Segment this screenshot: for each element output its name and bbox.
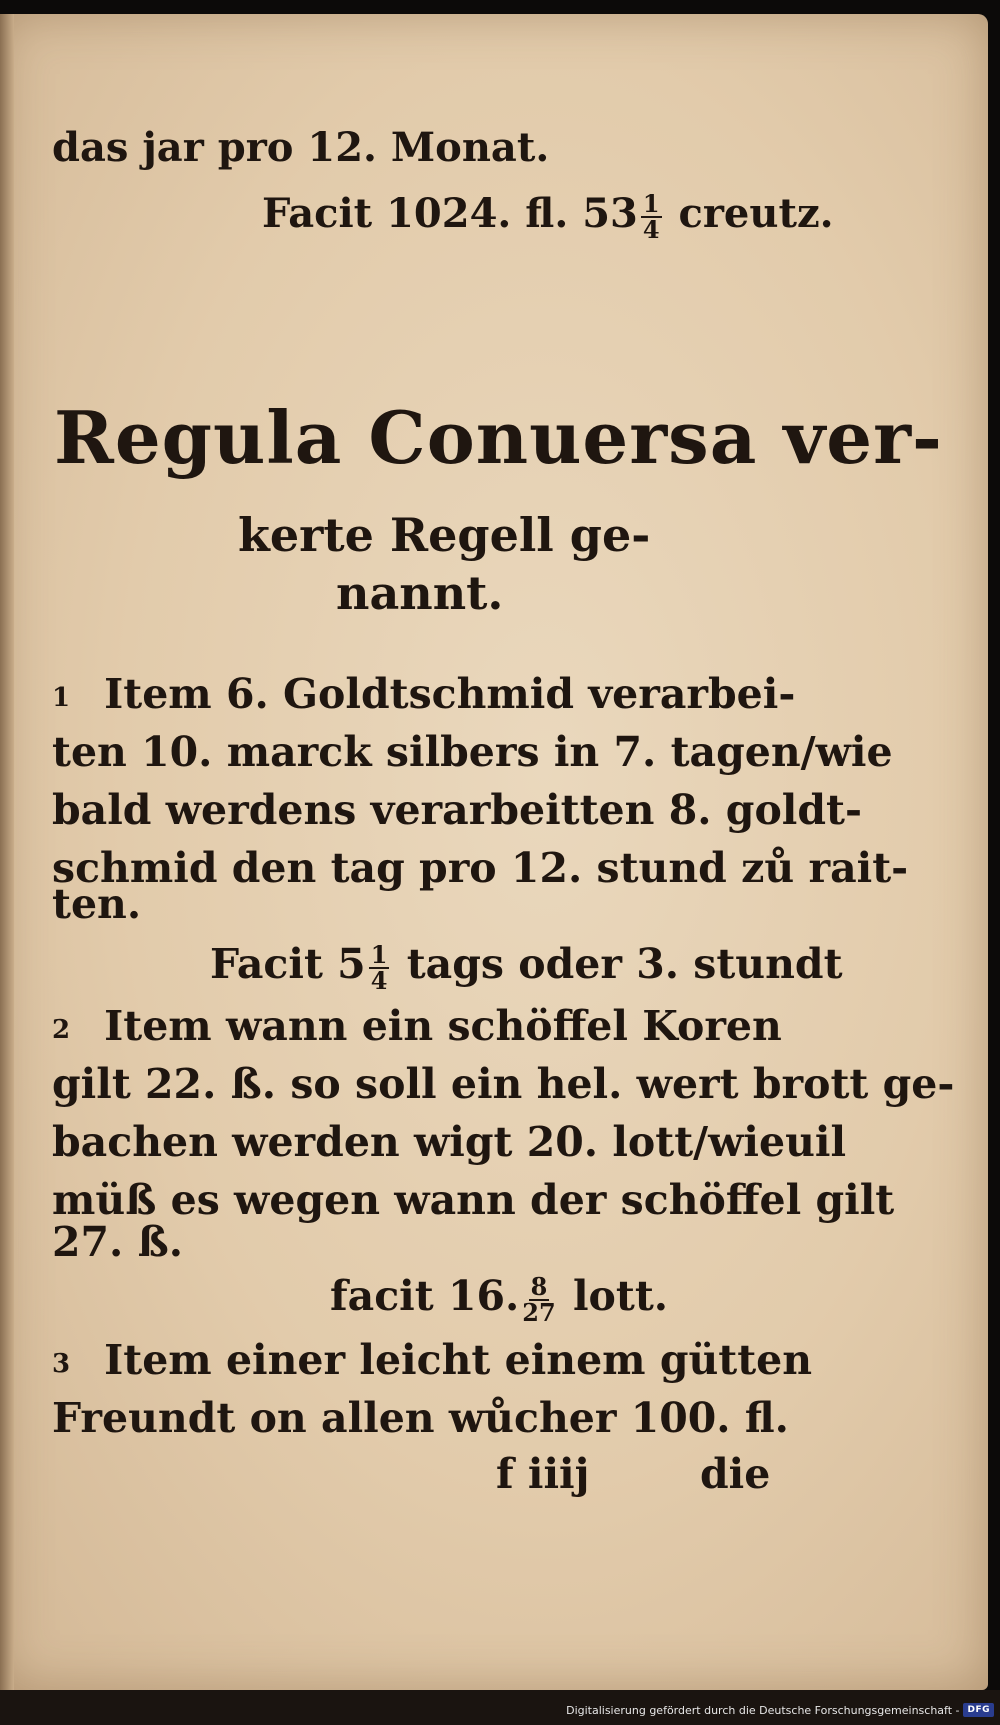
facit-text: Facit 1024. fl. 53 xyxy=(262,190,638,237)
item-2-line-1 xyxy=(52,1002,782,1050)
dfg-logo: DFG xyxy=(963,1703,994,1717)
item-text: Item einer leicht einem gütten xyxy=(104,1336,813,1384)
catchword: die xyxy=(700,1450,771,1498)
item-1-line-5: ten. xyxy=(52,880,142,928)
facit-unit: creutz. xyxy=(678,190,834,237)
item-2-facit xyxy=(330,1272,668,1325)
fraction-numerator: 8 xyxy=(530,1271,548,1301)
page-edge xyxy=(0,14,14,1690)
fraction-numerator: 1 xyxy=(370,939,388,969)
digitization-footer xyxy=(566,1703,994,1717)
item-2-line-2: gilt 22. ß. so soll ein hel. wert brott ge- xyxy=(52,1060,955,1108)
result-line-facit xyxy=(262,190,834,242)
item-number: 3 xyxy=(52,1348,71,1379)
fraction xyxy=(641,189,662,244)
fraction xyxy=(369,939,390,995)
item-number: 1 xyxy=(52,682,71,713)
item-1-facit xyxy=(210,940,843,993)
item-2-line-4: müß es wegen wann der schöffel gilt xyxy=(52,1176,895,1224)
item-number: 2 xyxy=(52,1014,71,1045)
fraction-denominator: 4 xyxy=(370,965,388,995)
fraction xyxy=(522,1271,556,1327)
item-3-line-2: Freundt on allen wůcher 100. fl. xyxy=(52,1394,789,1442)
item-1-line-3: bald werdens verarbeitten 8. goldt- xyxy=(52,786,862,834)
item-1-line-2: ten 10. marck silbers in 7. tagen/wie xyxy=(52,728,893,776)
item-2-line-5: 27. ß. xyxy=(52,1218,184,1266)
fraction-denominator: 4 xyxy=(642,215,660,244)
heading-title: Regula Conuersa ver- xyxy=(54,395,943,480)
facit-unit: tags oder 3. stundt xyxy=(406,940,843,988)
fraction-numerator: 1 xyxy=(642,189,660,218)
heading-subtitle-line2: nannt. xyxy=(336,566,504,620)
line-das-jar: das jar pro 12. Monat. xyxy=(52,124,550,171)
signature-mark: f iiij xyxy=(496,1450,590,1498)
item-1-line-4: schmid den tag pro 12. stund zů rait- xyxy=(52,844,909,892)
item-3-line-1 xyxy=(52,1336,812,1384)
facit-unit: lott. xyxy=(572,1272,669,1320)
heading-subtitle-line1: kerte Regell ge- xyxy=(238,508,651,562)
item-2-line-3: bachen werden wigt 20. lott/wieuil xyxy=(52,1118,847,1166)
facit-text: Facit 5 xyxy=(210,940,366,988)
item-1-line-1 xyxy=(52,670,795,718)
item-text: Item 6. Goldtschmid verarbei- xyxy=(104,670,796,718)
fraction-denominator: 27 xyxy=(522,1297,556,1327)
item-text: Item wann ein schöffel Koren xyxy=(104,1002,782,1050)
facit-text: facit 16. xyxy=(330,1272,520,1320)
footer-text: Digitalisierung gefördert durch die Deutsche Forschungsgemeinschaft - xyxy=(566,1703,960,1717)
